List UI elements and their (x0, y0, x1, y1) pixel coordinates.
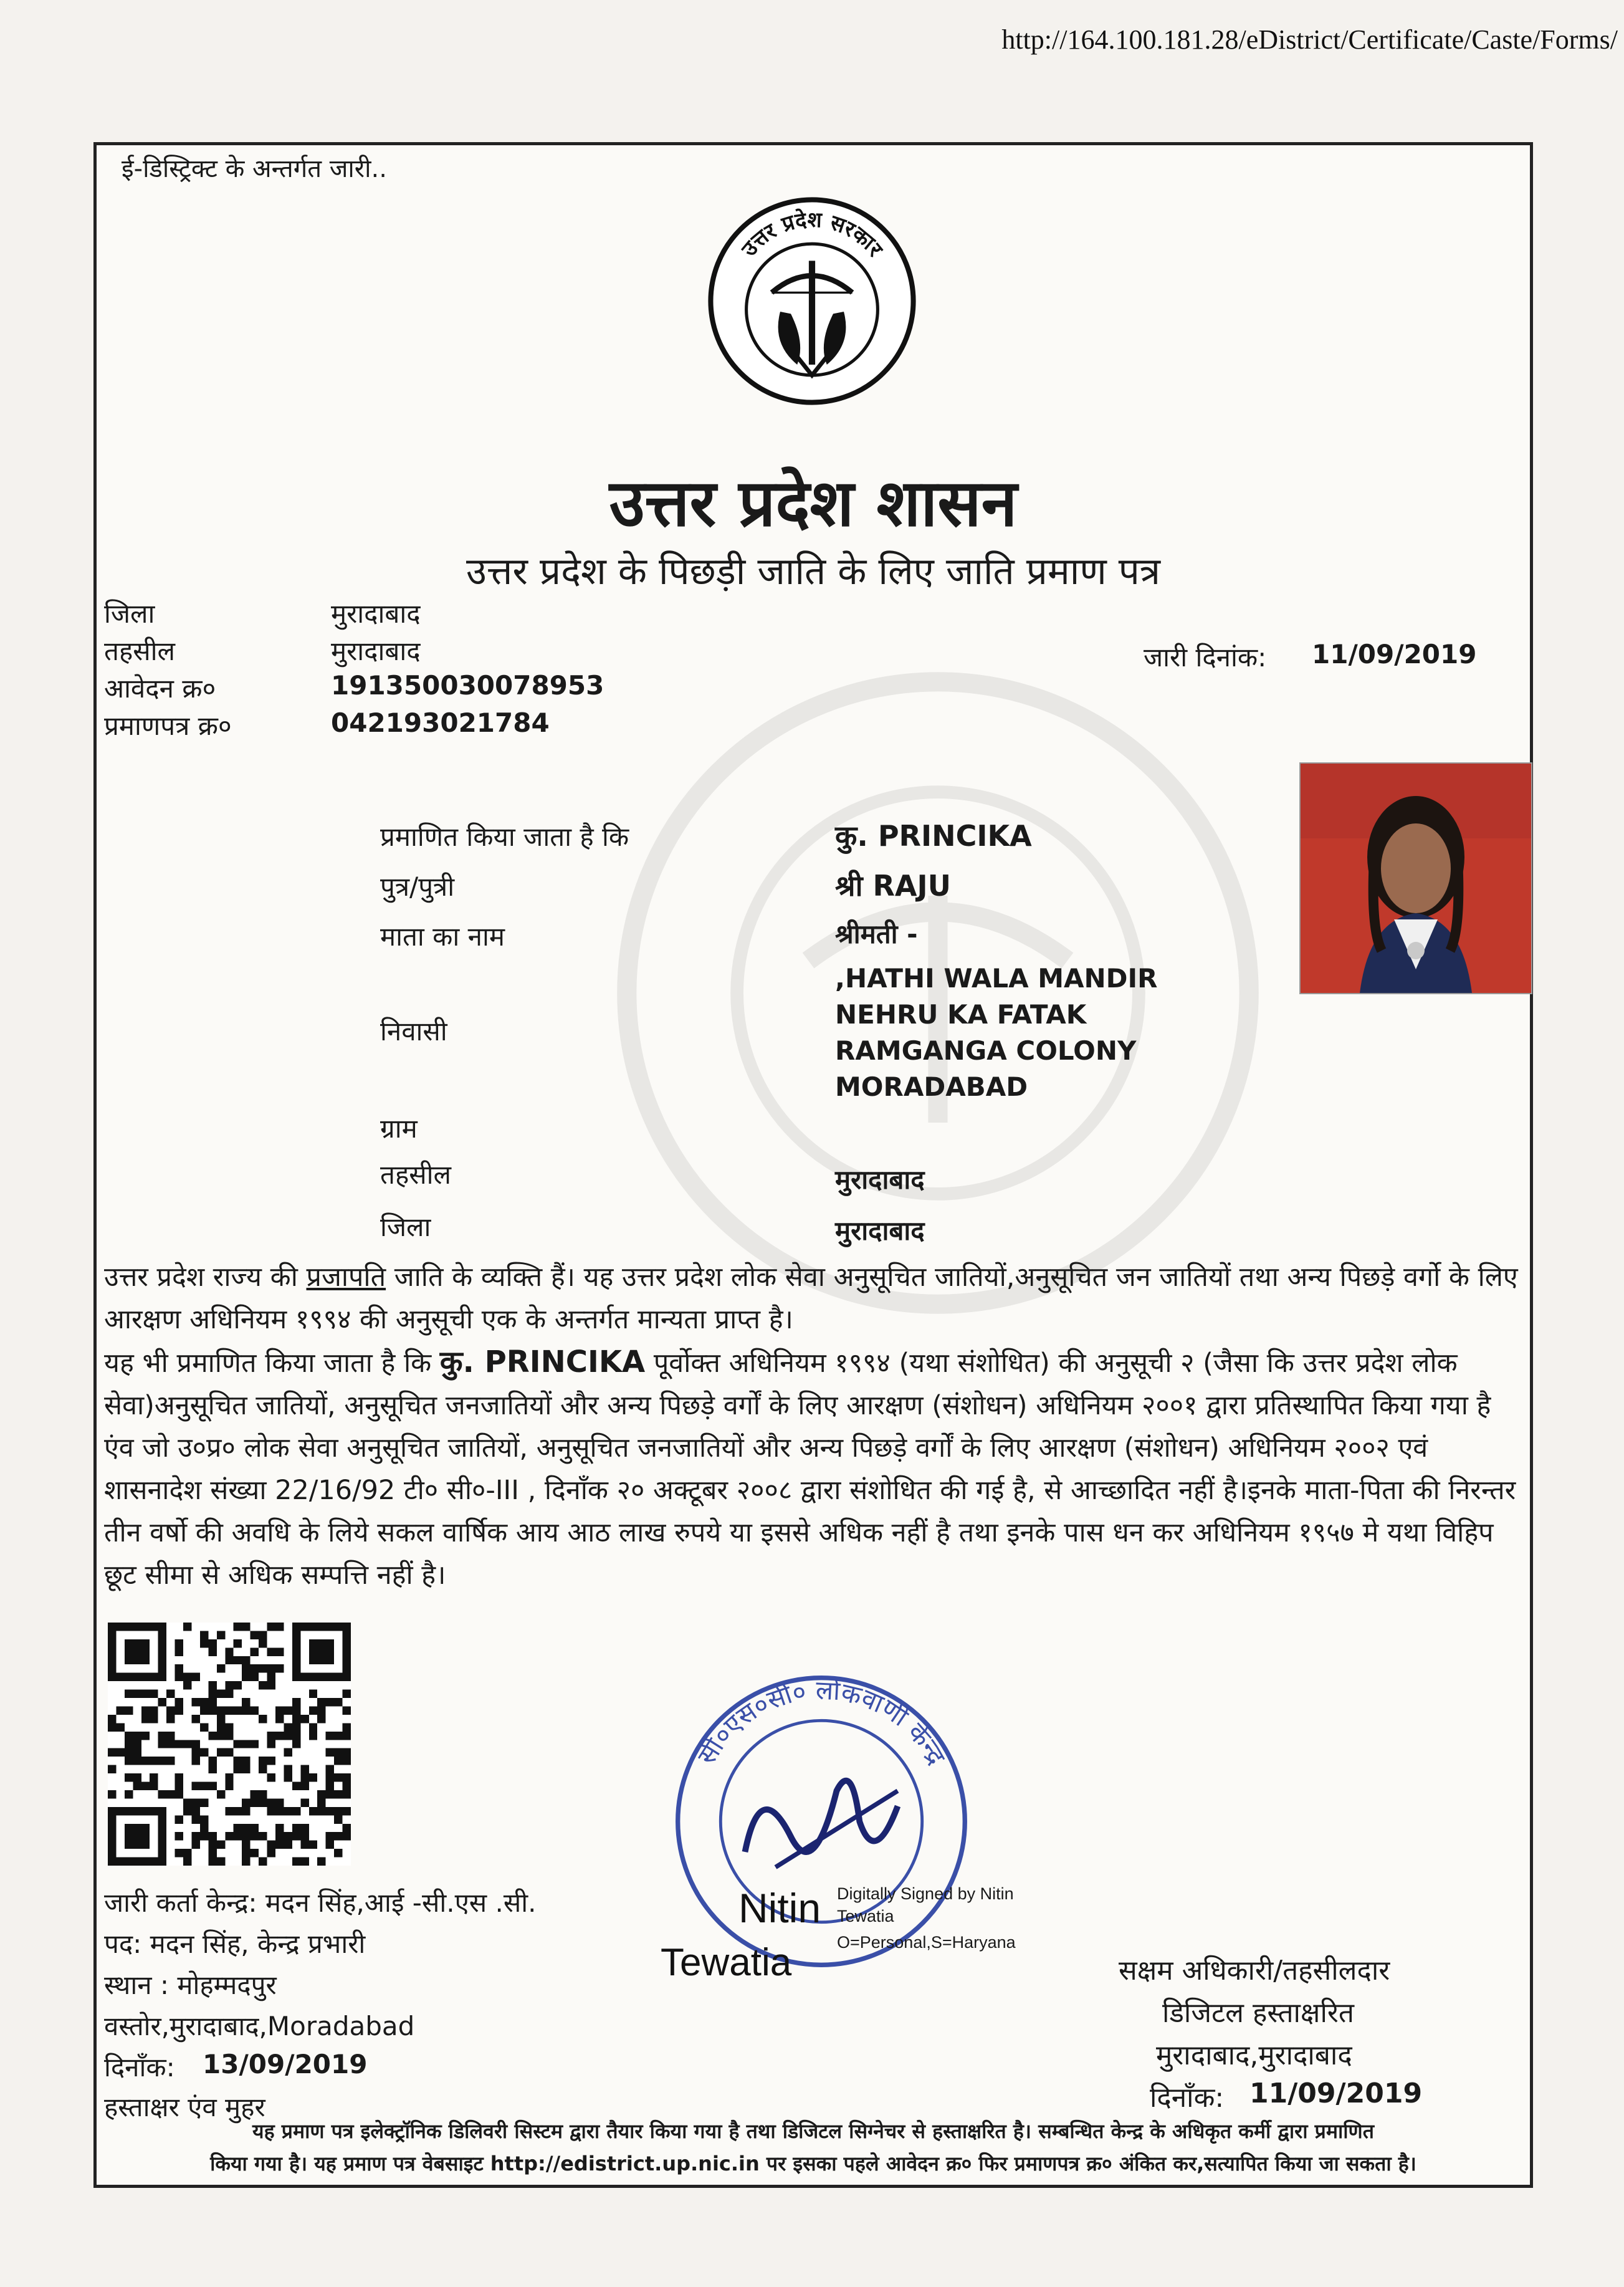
issuer-date-value: 13/09/2019 (203, 2049, 368, 2079)
district-value: मुरादाबाद (331, 598, 421, 629)
issue-date-value: 11/09/2019 (1312, 639, 1477, 669)
footer-line-2: किया गया है। यह प्रमाण पत्र वेबसाइट http://edistrict.up.nic.in पर इसका पहले आवेदन क्र० फिर प्रमाणपत्र क्र० अंकित कर,सत्यापित किया जा सकता है। (210, 2152, 1416, 2175)
address-line-4: MORADABAD (835, 1072, 1028, 1102)
print-url: http://164.100.181.28/eDistrict/Certificate/Caste/Forms/ (1001, 24, 1618, 55)
certificate-number-value: 042193021784 (331, 707, 550, 738)
tehsil-label: तहसील (104, 636, 175, 666)
issuer-post: पद: मदन सिंह, केन्द्र प्रभारी (104, 1929, 366, 1959)
page-title: उत्तर प्रदेश शासन (609, 464, 1018, 541)
digital-signature-line-2: Tewatia (837, 1907, 894, 1925)
issuer-date-label: दिनाँक: (104, 2052, 175, 2083)
issue-date-label: जारी दिनांक: (1144, 642, 1267, 673)
page-subtitle: उत्तर प्रदेश के पिछड़ी जाति के लिए जाति प्रमाण पत्र (466, 550, 1160, 593)
mother-label: माता का नाम (380, 921, 505, 952)
signer-last-name: Tewatia (661, 1941, 792, 1984)
certificate-body (104, 1256, 1525, 1596)
digital-signature-line-1: Digitally Signed by Nitin (837, 1884, 1014, 1903)
svg-text:सी०एस०सी० लोकवाणी केन्द्र: सी०एस०सी० लोकवाणी केन्द्र (690, 1674, 952, 1770)
qr-code (108, 1623, 351, 1866)
detail-tehsil-value: मुरादाबाद (835, 1164, 925, 1195)
authority-title: सक्षम अधिकारी/तहसीलदार (1119, 1955, 1390, 1987)
signer-first-name: Nitin (738, 1885, 821, 1931)
tehsil-value: मुरादाबाद (331, 636, 421, 666)
svg-text:उत्तर प्रदेश सरकार: उत्तर प्रदेश सरकार (737, 207, 888, 262)
sign-and-seal-label: हस्ताक्षर एंव मुहर (104, 2092, 265, 2122)
footer-line-1: यह प्रमाण पत्र इलेक्ट्रॉनिक डिलिवरी सिस्टम द्वारा तैयार किया गया है तथा डिजिटल सिग्नेचर से हस्ताक्षरित है। सम्बन्धित केन्द्र के अधिकृत कर्मी द्वारा प्रमाणित (252, 2119, 1374, 2143)
issuing-center: जारी कर्ता केन्द्र: मदन सिंह,आई -सी.एस .सी. (104, 1887, 537, 1918)
address-line-1: ,HATHI WALA MANDIR (835, 963, 1158, 994)
resident-label: निवासी (380, 1016, 447, 1047)
body-applicant-name: कु. PRINCIKA (439, 1345, 646, 1379)
authority-date-value: 11/09/2019 (1249, 2078, 1423, 2109)
applicant-name: कु. PRINCIKA (835, 819, 1032, 853)
up-government-emblem-icon (706, 195, 918, 407)
district-label: जिला (104, 598, 155, 629)
parent-label: पुत्र/पुत्री (380, 871, 455, 902)
body-paragraph-2: यह भी प्रमाणित किया जाता है कि कु. PRINCIKA पूर्वोक्त अधिनियम १९९४ (यथा संशोधित) की अनुसूची २ (जैसा कि उत्तर प्रदेश लोक सेवा)अनुसूचित जातियों, अनुसूचित जनजातियों और अन्य पिछड़े वर्गों के लिए आरक्षण (संशोधन) अधिनियम २००१ द्वारा प्रतिस्थापित किया गया है एंव जो उ०प्र० लोक सेवा अनुसूचित जातियों, अनुसूचित जनजातियों और अन्य पिछड़े वर्गों के लिए आरक्षण (संशोधन) अधिनियम २००२ एवं शासनादेश संख्या 22/16/92 टी० सी०-III , दिनाँक २० अक्टूबर २००८ द्वारा संशोधित की गई है, से आच्छादित नहीं है।इनके माता-पिता की निरन्तर तीन वर्षो की अवधि के लिये सकल वार्षिक आय आठ लाख रुपये या इससे अधिक नहीं है तथा इनके पास धन कर अधिनियम १९५७ मे यथा विहिप छूट सीमा से अधिक सम्पत्ति नहीं है। (104, 1345, 1516, 1591)
address-line-2: NEHRU KA FATAK (835, 999, 1087, 1030)
application-number-label: आवेदन क्र० (104, 673, 216, 704)
detail-tehsil-label: तहसील (380, 1159, 451, 1190)
digital-signature-line-3: O=Personal,S=Haryana (837, 1933, 1016, 1952)
applicant-photo (1299, 762, 1532, 994)
authority-date-label: दिनाँक: (1150, 2082, 1225, 2114)
detail-district-label: जिला (380, 1212, 431, 1242)
mother-name: श्रीमती - (835, 919, 918, 949)
verification-footer (97, 2115, 1530, 2180)
address-line-3: RAMGANGA COLONY (835, 1035, 1137, 1066)
certificate-number-label: प्रमाणपत्र क्र० (104, 711, 232, 741)
caste-name: प्रजापति (306, 1262, 386, 1293)
certified-label: प्रमाणित किया जाता है कि (380, 822, 629, 852)
detail-district-value: मुरादाबाद (835, 1215, 925, 1246)
body-paragraph-1: उत्तर प्रदेश राज्य की प्रजापति जाति के व्यक्ति हैं। यह उत्तर प्रदेश लोक सेवा अनुसूचित जातियों,अनुसूचित जन जातियों तथा अन्य पिछड़े वर्गो के लिए आरक्षण अधिनियम १९९४ की अनुसूची एक के अन्तर्गत मान्यता प्राप्त है। (104, 1262, 1518, 1335)
issuer-place-line-1: स्थान : मोहम्मदपुर (104, 1970, 277, 2000)
issuer-place-line-2: वस्तोर,मुरादाबाद,Moradabad (104, 2011, 415, 2041)
father-name: श्री RAJU (835, 869, 951, 903)
village-label: ग्राम (380, 1113, 418, 1144)
csc-rubber-stamp (669, 1669, 974, 1974)
application-number-value: 191350030078953 (331, 670, 604, 701)
authority-location: मुरादाबाद,मुरादाबाद (1156, 2040, 1352, 2071)
certificate-frame (93, 142, 1533, 2188)
issued-under-note: ई-डिस्ट्रिक्ट के अन्तर्गत जारी.. (122, 155, 387, 183)
authority-digital-signed: डिजिटल हस्ताक्षरित (1162, 1997, 1354, 2029)
